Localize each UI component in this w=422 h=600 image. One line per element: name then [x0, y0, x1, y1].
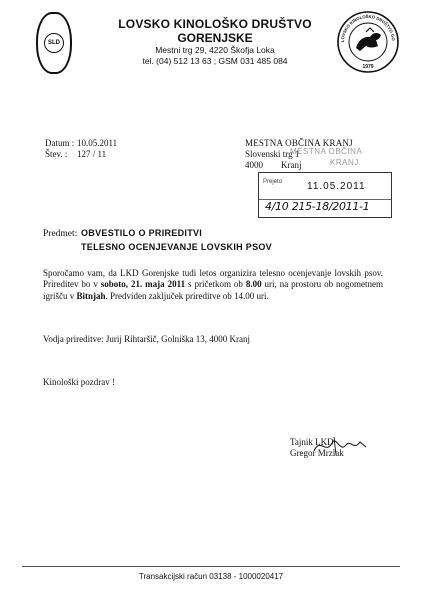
greeting-line: Kinološki pozdrav !: [43, 377, 115, 387]
recipient-street: Slovenski trg 1: [245, 149, 300, 159]
recipient-city: Kranj: [281, 160, 302, 170]
body-paragraph: [43, 268, 383, 302]
receipt-stamp: [258, 172, 392, 218]
date-label: Datum :: [45, 138, 75, 148]
body-text-b: s pričetkom ob: [188, 279, 243, 290]
body-text-c: uri, na prostoru ob nogometnem igrišču v: [43, 279, 383, 301]
body-text-d: . Predviden zaključek prireditve ob 14.00 uri.: [105, 290, 269, 301]
receipt-ref-handwritten: 4/10 215-18/2011-1: [265, 200, 370, 213]
number-label: Štev. :: [45, 149, 68, 159]
subject-line2: TELESNO OCENJEVANJE LOVSKIH PSOV: [81, 242, 272, 252]
letterhead-phone: tel. (04) 512 13 63 ; GSM 031 485 084: [142, 56, 288, 66]
footer-account: Transakcijski račun 03138 - 1000020417: [138, 572, 284, 581]
letterhead-address: Mestni trg 29, 4220 Škofja Loka: [155, 45, 275, 55]
body-time-bold: 8.00: [245, 279, 262, 290]
body-date-bold: soboto, 21. maja 2011: [100, 279, 186, 290]
subject-block: [43, 227, 272, 255]
body-place-bold: Bitnjah: [76, 290, 106, 301]
club-seal-right: [336, 10, 400, 74]
receipt-date: 11.05.2011: [307, 181, 366, 192]
signature-block: [290, 437, 344, 459]
subject-line1: OBVESTILO O PRIREDITVI: [81, 228, 203, 238]
reference-block: [45, 138, 117, 160]
signature-title: Tajnik LKD: [290, 437, 334, 447]
subject-label: Predmet:: [43, 229, 78, 239]
recipient-name: MESTNA OBČINA KRANJ: [245, 138, 353, 148]
footer-divider: [22, 566, 400, 567]
signature-name: Gregor Mrzlak: [290, 448, 344, 458]
organizer-line: Vodja prireditve: Jurij Rihtaršič, Golniška 13, 4000 Kranj: [43, 334, 251, 344]
recipient-postcode: 4000: [245, 160, 263, 170]
seal-year: 1979: [362, 64, 374, 70]
body-text-a: Sporočamo vam, da LKD Gorenjske tudi letos organizira telesno ocenjevanje lovskih psov. Prireditev bo v: [43, 268, 383, 290]
date-value: 10.05.2011: [77, 138, 118, 148]
number-value: 127 / 11: [77, 149, 107, 159]
faded-stamp-line1: MESTNA OBČINA: [290, 147, 363, 156]
letterhead-region: GORENJSKE: [177, 31, 253, 45]
faded-stamp-line2: KRANJ: [330, 158, 359, 167]
club-logo-left: [36, 12, 72, 74]
receipt-label: Prejeto: [263, 179, 283, 185]
antler-icon: [366, 28, 374, 32]
hound-icon: [356, 33, 381, 51]
seal-ring-text: LOVSKO KINOLOŠKO DRUŠTVO GO: [339, 13, 397, 43]
letterhead: [100, 18, 330, 67]
faded-stamp: [290, 146, 362, 168]
logo-left-text: SLD: [44, 33, 64, 53]
letterhead-name: LOVSKO KINOLOŠKO DRUŠTVO: [118, 17, 312, 31]
